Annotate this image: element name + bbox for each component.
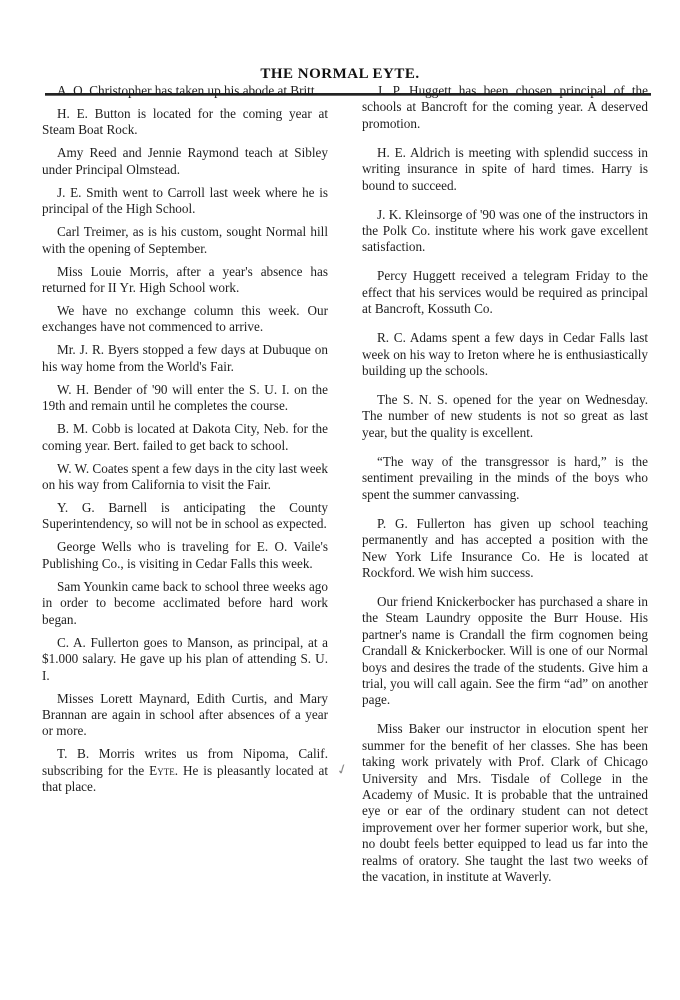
news-item: H. E. Button is located for the coming year at Steam Boat Rock.	[42, 106, 328, 138]
text: T. B. Morris writes us from Nipoma, Calif. subscribing for the	[42, 746, 328, 778]
news-item: George Wells who is traveling for E. O. Vaile's Publishing Co., is visiting in Cedar Falls this week.	[42, 539, 328, 571]
news-item: Mr. J. R. Byers stopped a few days at Dubuque on his way home from the World's Fair.	[42, 342, 328, 374]
news-item: A. O. Christopher has taken up his abode at Britt.	[57, 83, 318, 98]
paper-name: Eyte	[149, 762, 175, 778]
news-item: Carl Treimer, as is his custom, sought Normal hill with the opening of September.	[42, 224, 328, 256]
news-item: H. E. Aldrich is meeting with splendid success in writing insurance in spite of hard times. Harry is bound to succeed.	[362, 144, 648, 193]
news-item: P. G. Fullerton has given up school teaching permanently and has accepted a position with the New York Life Insurance Co. He is located at Rockford. We wish him success.	[362, 515, 648, 580]
news-item: J. E. Smith went to Carroll last week where he is principal of the High School.	[42, 184, 328, 217]
left-column	[42, 83, 328, 802]
right-column	[362, 83, 648, 898]
news-item: W. W. Coates spent a few days in the city last week on his way from California to visit the Fair.	[42, 460, 328, 493]
news-item: The S. N. S. opened for the year on Wednesday. The number of new students is not so great as last year, but the quality is excellent.	[362, 392, 648, 440]
news-item: Sam Younkin came back to school three weeks ago in order to become acclimated before hard work began.	[42, 578, 328, 627]
news-item: J. K. Kleinsorge of '90 was one of the instructors in the Polk Co. institute where his work gave excellent satisfaction.	[362, 206, 648, 255]
news-item: Our friend Knickerbocker has purchased a share in the Steam Laundry opposite the Burr House. His partner's name is Crandall the firm cognomen being Crandall & Knickerbocker. Will is one of our Normal boys and desires the trade of the students. Give him a trial, you will call again. See the firm “ad” on another page.	[362, 593, 648, 708]
text: . He is pleasantly located at that place.	[42, 762, 329, 795]
news-item: J. P. Huggett has been chosen principal of the schools at Bancroft for the coming year. A deserved promotion.	[362, 83, 648, 131]
news-item: Percy Huggett received a telegram Friday to the effect that his services would be required as principal at Bancroft, Kossuth Co.	[362, 268, 648, 317]
news-item: R. C. Adams spent a few days in Cedar Falls last week on his way to Ireton where he is enthusiastically building up the schools.	[362, 330, 648, 379]
masthead-title: THE NORMAL EYTE.	[260, 66, 420, 82]
news-item: Miss Baker our instructor in elocution spent her summer for the benefit of her classes. She has been taking work privately with Prof. Clark of Chicago University and Mrs. Tisdale of College in the Academy of Music. It is probable that the untrained eye or ear of the ordinary student can not detect improvement over her former superior work, but she, no doubt feels better equipped to lead us far into the realms of oratory. She taught the last two weeks of the vacation, in institute at Waverly.	[362, 721, 648, 884]
news-item: “The way of the transgressor is hard,” is the sentiment prevailing in the minds of the boys who spent the summer canvassing.	[362, 453, 648, 502]
news-item: Y. G. Barnell is anticipating the County Superintendency, so will not be in school as expected.	[42, 500, 328, 532]
news-item: W. H. Bender of '90 will enter the S. U. I. on the 19th and remain until he completes the course.	[42, 381, 328, 414]
news-item: Amy Reed and Jennie Raymond teach at Sibley under Principal Olmstead.	[42, 145, 328, 177]
news-item: We have no exchange column this week. Our exchanges have not commenced to arrive.	[42, 303, 328, 335]
news-item-morris	[42, 746, 328, 795]
news-item: C. A. Fullerton goes to Manson, as principal, at a $1.000 salary. He gave up his plan of attending S. U. I.	[42, 634, 328, 683]
pencil-check-mark: ✓	[334, 761, 351, 780]
news-item: Misses Lorett Maynard, Edith Curtis, and Mary Brannan are again in school after absences of a year or more.	[42, 690, 328, 739]
news-item: Miss Louie Morris, after a year's absence has returned for II Yr. High School work.	[42, 263, 328, 296]
news-item: B. M. Cobb is located at Dakota City, Neb. for the coming year. Bert. failed to get back to school.	[42, 421, 328, 453]
